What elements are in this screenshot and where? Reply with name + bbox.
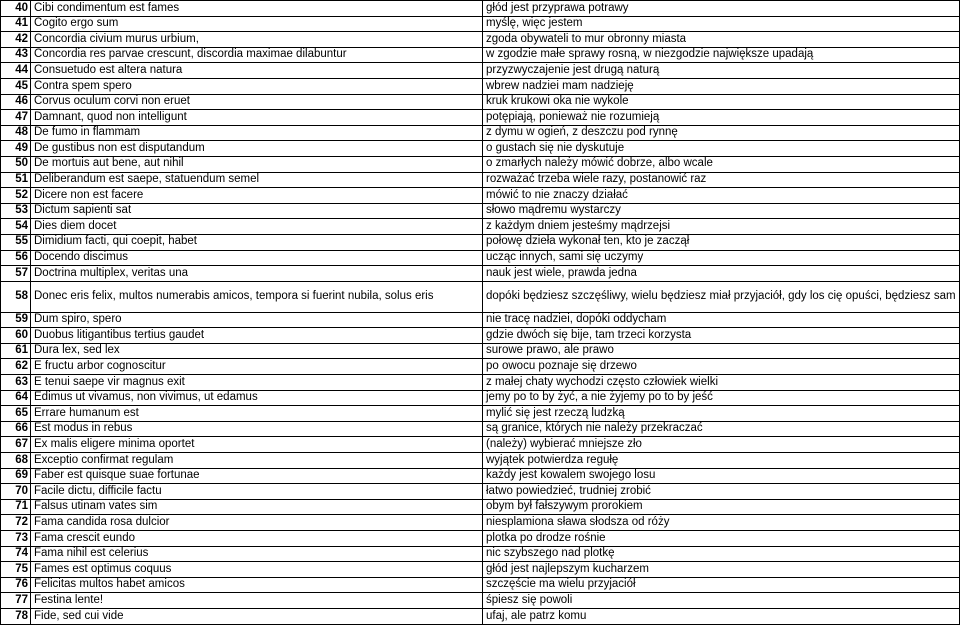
- proverbs-table-body: [1, 1, 960, 625]
- table-row: [1, 188, 960, 204]
- polish-translation: każdy jest kowalem swojego losu: [483, 468, 960, 484]
- row-number: 59: [1, 312, 31, 328]
- polish-translation: ucząc innych, sami się uczymy: [483, 250, 960, 266]
- table-row: [1, 577, 960, 593]
- row-number: 76: [1, 577, 31, 593]
- polish-translation: potępiają, ponieważ nie rozumieją: [483, 110, 960, 126]
- table-row: [1, 172, 960, 188]
- table-row: [1, 156, 960, 172]
- latin-proverb: Dimidium facti, qui coepit, habet: [31, 234, 483, 250]
- latin-proverb: Dies diem docet: [31, 219, 483, 235]
- row-number: 63: [1, 375, 31, 391]
- row-number: 42: [1, 32, 31, 48]
- latin-proverb: Dictum sapienti sat: [31, 203, 483, 219]
- polish-translation: są granice, których nie należy przekraczać: [483, 421, 960, 437]
- latin-proverb: De fumo in flammam: [31, 125, 483, 141]
- polish-translation: mylić się jest rzeczą ludzką: [483, 406, 960, 422]
- latin-proverb: Duobus litigantibus tertius gaudet: [31, 328, 483, 344]
- latin-proverb: Deliberandum est saepe, statuendum semel: [31, 172, 483, 188]
- table-row: [1, 203, 960, 219]
- polish-translation: szczęście ma wielu przyjaciół: [483, 577, 960, 593]
- table-row: [1, 1, 960, 17]
- table-row: [1, 110, 960, 126]
- latin-proverb: Festina lente!: [31, 593, 483, 609]
- latin-proverb: Fide, sed cui vide: [31, 608, 483, 624]
- table-row: [1, 453, 960, 469]
- row-number: 71: [1, 499, 31, 515]
- latin-proverb: Dura lex, sed lex: [31, 343, 483, 359]
- latin-proverb: Cibi condimentum est fames: [31, 1, 483, 17]
- latin-proverb: Concordia civium murus urbium,: [31, 32, 483, 48]
- table-row: [1, 141, 960, 157]
- polish-translation: z każdym dniem jesteśmy mądrzejsi: [483, 219, 960, 235]
- row-number: 43: [1, 47, 31, 63]
- row-number: 50: [1, 156, 31, 172]
- latin-proverb: De gustibus non est disputandum: [31, 141, 483, 157]
- table-row: [1, 343, 960, 359]
- table-row: [1, 32, 960, 48]
- polish-translation: zgoda obywateli to mur obronny miasta: [483, 32, 960, 48]
- latin-proverb: Fames est optimus coquus: [31, 562, 483, 578]
- table-row: [1, 499, 960, 515]
- polish-translation: z dymu w ogień, z deszczu pod rynnę: [483, 125, 960, 141]
- latin-proverb: Errare humanum est: [31, 406, 483, 422]
- polish-translation: głód jest przyprawa potrawy: [483, 1, 960, 17]
- row-number: 47: [1, 110, 31, 126]
- polish-translation: gdzie dwóch się bije, tam trzeci korzysta: [483, 328, 960, 344]
- row-number: 55: [1, 234, 31, 250]
- table-row: [1, 63, 960, 79]
- latin-proverb: Fama candida rosa dulcior: [31, 515, 483, 531]
- table-row: [1, 219, 960, 235]
- table-row: [1, 16, 960, 32]
- row-number: 56: [1, 250, 31, 266]
- row-number: 69: [1, 468, 31, 484]
- latin-proverb: Contra spem spero: [31, 78, 483, 94]
- latin-proverb: Falsus utinam vates sim: [31, 499, 483, 515]
- polish-translation: dopóki będziesz szczęśliwy, wielu będziesz miał przyjaciół, gdy los cię opuści, będziesz sam: [483, 281, 960, 312]
- polish-translation: wyjątek potwierdza regułę: [483, 453, 960, 469]
- table-row: [1, 484, 960, 500]
- table-row: [1, 375, 960, 391]
- latin-proverb: Faber est quisque suae fortunae: [31, 468, 483, 484]
- table-row: [1, 312, 960, 328]
- table-row: [1, 546, 960, 562]
- latin-proverb: Cogito ergo sum: [31, 16, 483, 32]
- table-row: [1, 328, 960, 344]
- table-row: [1, 406, 960, 422]
- polish-translation: plotka po drodze rośnie: [483, 531, 960, 547]
- row-number: 73: [1, 531, 31, 547]
- row-number: 67: [1, 437, 31, 453]
- table-row: [1, 250, 960, 266]
- polish-translation: rozważać trzeba wiele razy, postanowić raz: [483, 172, 960, 188]
- table-row: [1, 234, 960, 250]
- latin-proverb: Doctrina multiplex, veritas una: [31, 266, 483, 282]
- row-number: 44: [1, 63, 31, 79]
- row-number: 78: [1, 608, 31, 624]
- latin-proverb: E fructu arbor cognoscitur: [31, 359, 483, 375]
- polish-translation: o zmarłych należy mówić dobrze, albo wcale: [483, 156, 960, 172]
- latin-proverb: Fama nihil est celerius: [31, 546, 483, 562]
- latin-proverb: Ex malis eligere minima oportet: [31, 437, 483, 453]
- table-row: [1, 47, 960, 63]
- row-number: 77: [1, 593, 31, 609]
- row-number: 41: [1, 16, 31, 32]
- row-number: 60: [1, 328, 31, 344]
- latin-proverb: Docendo discimus: [31, 250, 483, 266]
- table-row: [1, 78, 960, 94]
- row-number: 61: [1, 343, 31, 359]
- row-number: 74: [1, 546, 31, 562]
- row-number: 45: [1, 78, 31, 94]
- polish-translation: o gustach się nie dyskutuje: [483, 141, 960, 157]
- row-number: 53: [1, 203, 31, 219]
- row-number: 46: [1, 94, 31, 110]
- polish-translation: surowe prawo, ale prawo: [483, 343, 960, 359]
- polish-translation: wbrew nadziei mam nadzieję: [483, 78, 960, 94]
- polish-translation: niesplamiona sława słodsza od róży: [483, 515, 960, 531]
- polish-translation: po owocu poznaje się drzewo: [483, 359, 960, 375]
- row-number: 65: [1, 406, 31, 422]
- table-row: [1, 266, 960, 282]
- row-number: 58: [1, 281, 31, 312]
- table-row: [1, 608, 960, 624]
- polish-translation: słowo mądremu wystarczy: [483, 203, 960, 219]
- polish-translation: śpiesz się powoli: [483, 593, 960, 609]
- polish-translation: głód jest najlepszym kucharzem: [483, 562, 960, 578]
- latin-proverb: Fama crescit eundo: [31, 531, 483, 547]
- polish-translation: nauk jest wiele, prawda jedna: [483, 266, 960, 282]
- row-number: 54: [1, 219, 31, 235]
- table-row: [1, 593, 960, 609]
- latin-proverb: Consuetudo est altera natura: [31, 63, 483, 79]
- polish-translation: myślę, więc jestem: [483, 16, 960, 32]
- polish-translation: nie tracę nadziei, dopóki oddycham: [483, 312, 960, 328]
- polish-translation: połowę dzieła wykonał ten, kto je zaczął: [483, 234, 960, 250]
- latin-proverb: Concordia res parvae crescunt, discordia maximae dilabuntur: [31, 47, 483, 63]
- row-number: 68: [1, 453, 31, 469]
- latin-proverb: Donec eris felix, multos numerabis amicos, tempora si fuerint nubila, solus eris: [31, 281, 483, 312]
- latin-proverb: Edimus ut vivamus, non vivimus, ut edamus: [31, 390, 483, 406]
- table-row: [1, 359, 960, 375]
- table-row: [1, 390, 960, 406]
- row-number: 40: [1, 1, 31, 17]
- latin-proverb: Dum spiro, spero: [31, 312, 483, 328]
- latin-proverb: Damnant, quod non intelligunt: [31, 110, 483, 126]
- row-number: 52: [1, 188, 31, 204]
- row-number: 64: [1, 390, 31, 406]
- row-number: 70: [1, 484, 31, 500]
- latin-proverb: Exceptio confirmat regulam: [31, 453, 483, 469]
- table-row: [1, 437, 960, 453]
- table-row: [1, 562, 960, 578]
- row-number: 75: [1, 562, 31, 578]
- latin-proverb: Felicitas multos habet amicos: [31, 577, 483, 593]
- latin-proverb: Est modus in rebus: [31, 421, 483, 437]
- polish-translation: kruk krukowi oka nie wykole: [483, 94, 960, 110]
- table-row: [1, 421, 960, 437]
- row-number: 62: [1, 359, 31, 375]
- latin-proverb: Facile dictu, difficile factu: [31, 484, 483, 500]
- polish-translation: łatwo powiedzieć, trudniej zrobić: [483, 484, 960, 500]
- table-row: [1, 281, 960, 312]
- polish-translation: mówić to nie znaczy działać: [483, 188, 960, 204]
- polish-translation: z małej chaty wychodzi często człowiek wielki: [483, 375, 960, 391]
- polish-translation: (należy) wybierać mniejsze zło: [483, 437, 960, 453]
- latin-proverb: E tenui saepe vir magnus exit: [31, 375, 483, 391]
- table-row: [1, 515, 960, 531]
- polish-translation: nic szybszego nad plotkę: [483, 546, 960, 562]
- row-number: 66: [1, 421, 31, 437]
- latin-proverb: De mortuis aut bene, aut nihil: [31, 156, 483, 172]
- row-number: 51: [1, 172, 31, 188]
- polish-translation: obym był fałszywym prorokiem: [483, 499, 960, 515]
- latin-proverb: Corvus oculum corvi non eruet: [31, 94, 483, 110]
- polish-translation: w zgodzie małe sprawy rosną, w niezgodzie największe upadają: [483, 47, 960, 63]
- row-number: 49: [1, 141, 31, 157]
- row-number: 57: [1, 266, 31, 282]
- row-number: 48: [1, 125, 31, 141]
- row-number: 72: [1, 515, 31, 531]
- polish-translation: przyzwyczajenie jest drugą naturą: [483, 63, 960, 79]
- table-row: [1, 125, 960, 141]
- polish-translation: jemy po to by żyć, a nie żyjemy po to by jeść: [483, 390, 960, 406]
- polish-translation: ufaj, ale patrz komu: [483, 608, 960, 624]
- table-row: [1, 94, 960, 110]
- table-row: [1, 468, 960, 484]
- table-row: [1, 531, 960, 547]
- latin-proverb: Dicere non est facere: [31, 188, 483, 204]
